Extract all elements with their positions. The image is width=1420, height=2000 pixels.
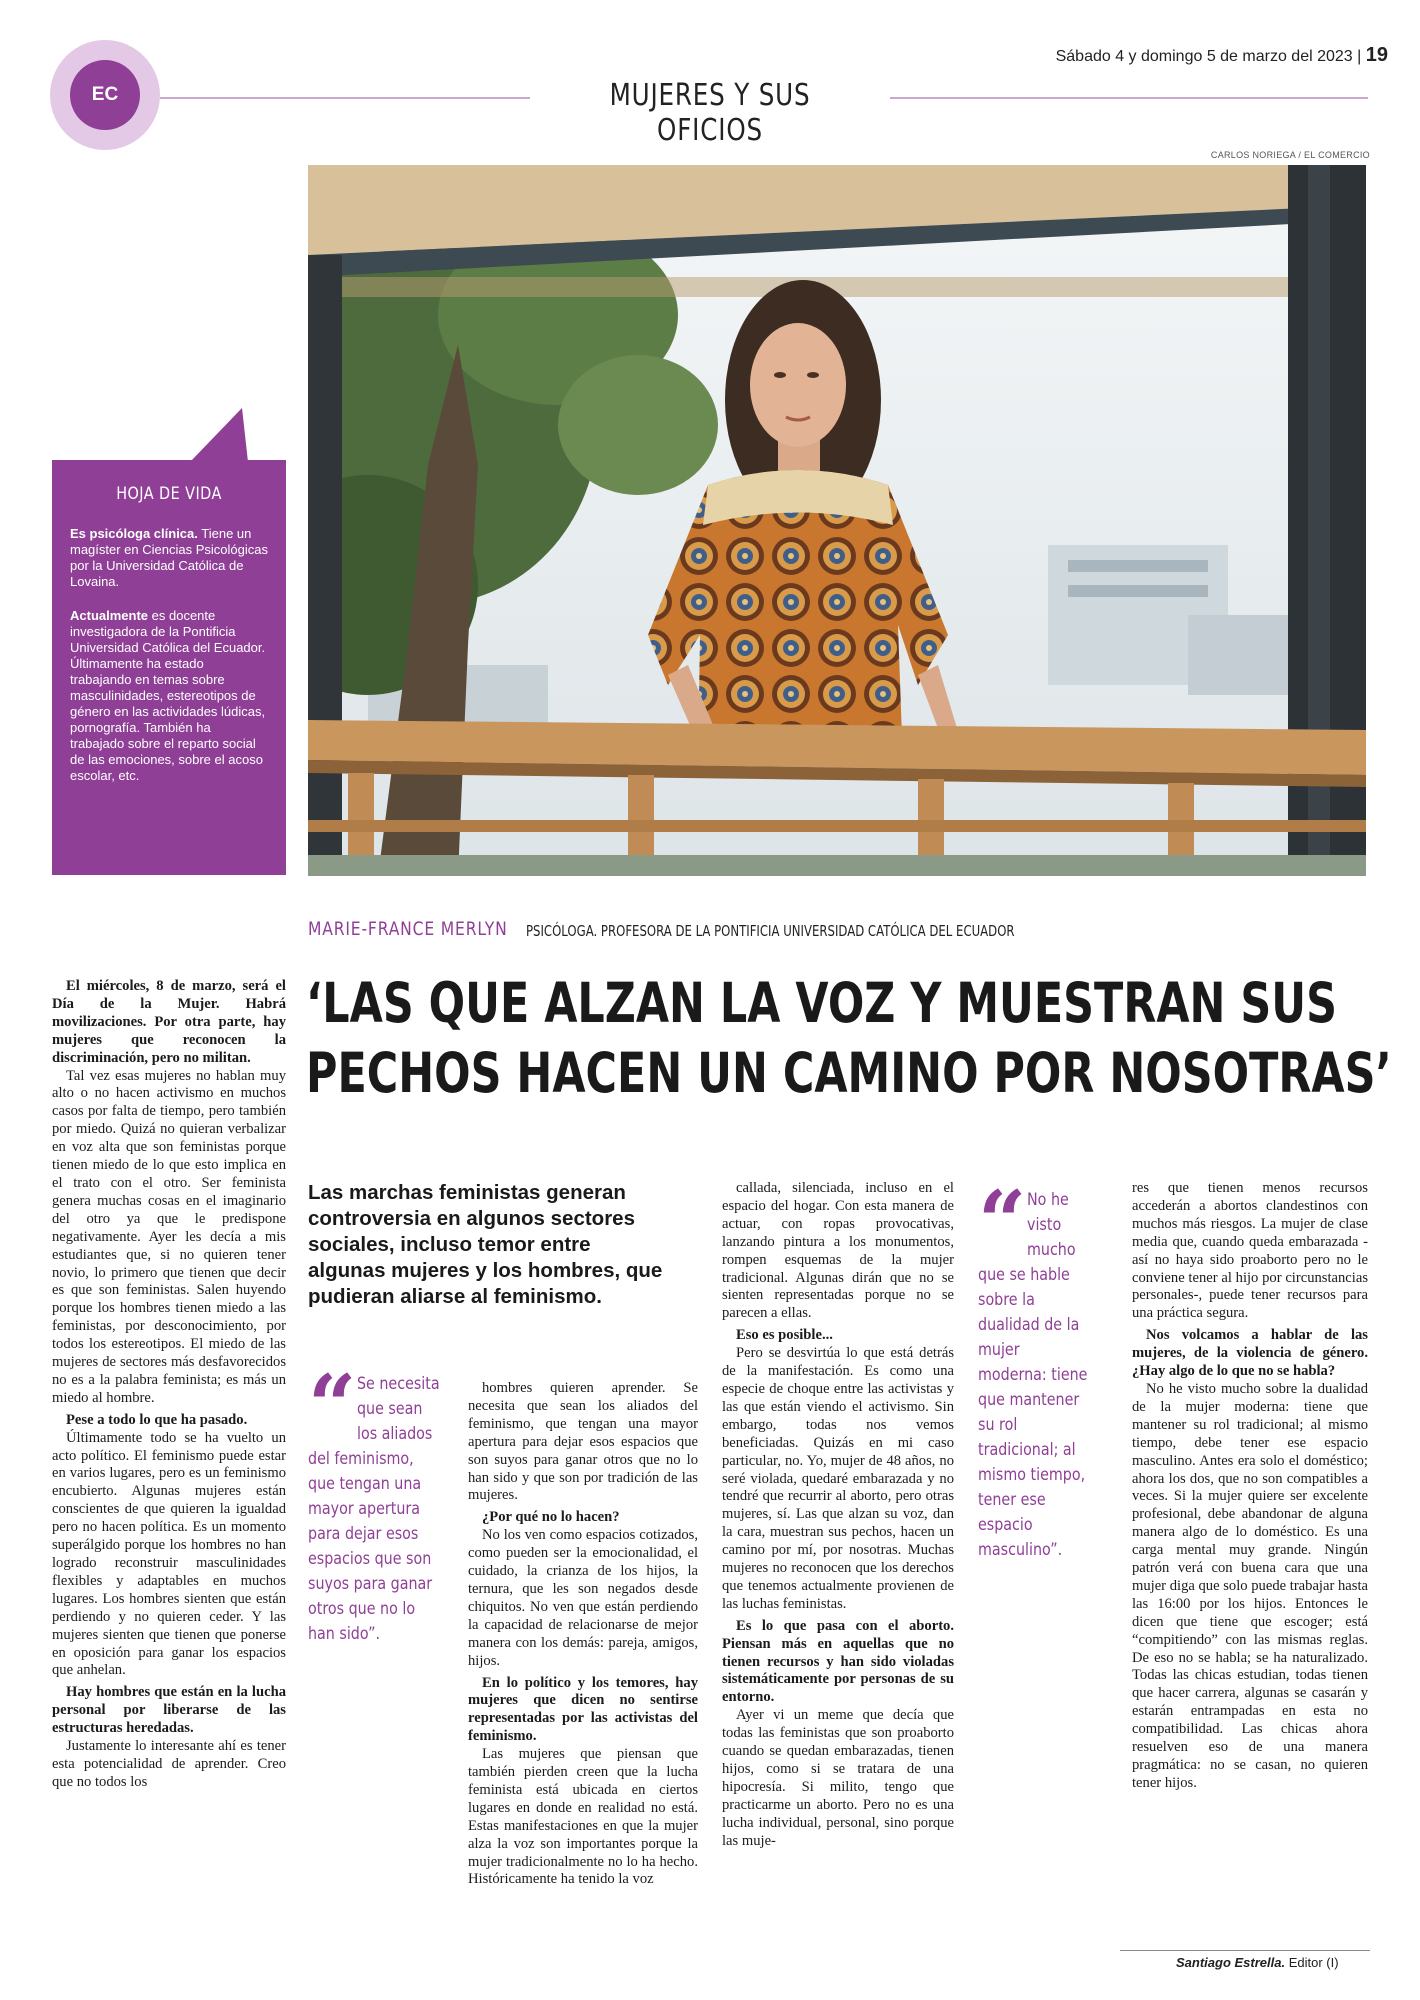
body-paragraph: hombres quieren aprender. Se necesita que sean los aliados del feminismo, que tengan una mayor apertura para dejar esos espacios que son suyos para ganar otros que no lo han sido y que son por tradición de las mujeres. bbox=[468, 1380, 698, 1504]
header-rule-right bbox=[890, 97, 1368, 99]
body-paragraph: res que tienen menos recursos accederán a abortos clandestinos con muchos más riesgos. La mujer de clase media que, cuando queda embarazada -así no haya sido proaborto pero no le conviene tener al hijo por circunstancias personales-, puede tener recursos para una práctica segura. bbox=[1132, 1180, 1368, 1322]
interview-question: Nos volcamos a hablar de las mujeres, de la violencia de género. ¿Hay algo de lo que no se habla? bbox=[1132, 1327, 1368, 1380]
quote-mark-icon: “ bbox=[978, 1172, 1027, 1271]
column-3 bbox=[722, 1180, 954, 1851]
interview-question: ¿Por qué no lo hacen? bbox=[482, 1509, 620, 1526]
body-paragraph: callada, silenciada, incluso en el espacio del hogar. Con esta manera de actuar, con ropas provocativas, lanzando pintura a los monumentos, rompen esquemas de la mujer tradicional. Algunas dirán que no se sienten representadas porque no se parecen a ellas. bbox=[722, 1180, 954, 1322]
hoja-de-vida-paragraph-2: Actualmente es docente investigadora de la Pontificia Universidad Católica del Ecuador. Últimamente ha estado trabajando en temas sobre masculinidades, estereotipos de género en las actividades lúdicas, pornografía. También ha trabajado sobre el reparto social de las emociones, sobre el acoso escolar, etc. bbox=[70, 608, 266, 783]
header-rule-left bbox=[160, 97, 530, 99]
signature-rule bbox=[1120, 1950, 1370, 1951]
interview-question: Pese a todo lo que ha pasado. bbox=[66, 1411, 248, 1428]
pull-quote-1 bbox=[308, 1356, 468, 1647]
body-paragraph: Ayer vi un meme que decía que todas las feministas que son proaborto cuando se quedan embarazadas, tienen hijos, como si se tratara de una hipocresía. Si milito, tengo que practicarme un aborto. Pero no es una lucha individual, personal, sino porque las muje- bbox=[722, 1707, 954, 1849]
issue-date: Sábado 4 y domingo 5 de marzo del 2023 | bbox=[1055, 48, 1362, 65]
interview-question: Eso es posible... bbox=[736, 1327, 833, 1344]
column-4 bbox=[1132, 1180, 1368, 1793]
lead-paragraph: El miércoles, 8 de marzo, será el Día de la Mujer. Habrá movilizaciones. Por otra parte, hay mujeres que reconocen la discriminación, pero no militan. bbox=[52, 978, 286, 1066]
interview-question: En lo político y los temores, hay mujeres que dicen no sentirse representadas por las activistas del feminismo. bbox=[468, 1674, 698, 1745]
editor-role: Editor (I) bbox=[1288, 1955, 1339, 1970]
column-2 bbox=[468, 1380, 698, 1889]
headline-line-2: PECHOS HACEN UN CAMINO POR NOSOTRAS’ bbox=[306, 1041, 1392, 1105]
body-paragraph: Las mujeres que piensan que también pierden creen que la lucha feminista está ubicada en ciertos lugares en donde en realidad no está. Estas manifestaciones en que la mujer alza la voz son importantes porque la mujer tradicionalmente no lo ha hecho. Históricamente ha tenido la voz bbox=[468, 1746, 698, 1888]
section-title: MUJERES Y SUS OFICIOS bbox=[609, 78, 811, 148]
editor-signature bbox=[1176, 1955, 1339, 1970]
body-paragraph: Pero se desvirtúa lo que está detrás de la manifestación. Es como una especie de choque entre las activistas y las que están viendo el activismo. Sin embargo, todas nos vemos beneficiadas. Quizás en mi caso particular, no. Yo, mujer de 48 años, no seré violada, quedaré embarazada y no tendré que recurrir al aborto, pero otras mujeres, sí. Las que alzan su voz, dan la cara, muestran sus pechos, hacen un camino por mí, por nosotras. Muchas mujeres no reconocen que los derechos que tenemos actualmente provienen de las luchas feministas. bbox=[722, 1345, 954, 1612]
body-paragraph: Tal vez esas mujeres no hablan muy alto o no hacen activismo en muchos casos por falta de tiempo, pero también por miedo. Quizá no quieran verbalizar en voz alta que son feministas porque tienen miedo de lo que esto implica en el trato con el otro. Ser feminista genera muchas cosas en el imaginario del otro ya que le predispone negativamente. Ayer les decía a mis estudiantes que, si no quieren tener novio, lo primero que tienen que decir es que son feministas. Salen huyendo porque los hombres tienen miedo a las feministas, por desconocimiento, por todos los estereotipos. El miedo de las mujeres de sectores más desfavorecidos no es a la palabra feminista; es más un miedo al hombre. bbox=[52, 1067, 286, 1406]
article-deck: Las marchas feministas generan controversia en algunos sectores sociales, incluso temor entre algunas mujeres y los hombres, que pudieran aliarse al feminismo. bbox=[308, 1181, 663, 1308]
interview-question: Es lo que pasa con el aborto. Piensan más en aquellas que no tienen recursos y han sido violadas sistemáticamente por personas de su entorno. bbox=[722, 1617, 954, 1706]
date-line bbox=[1056, 44, 1388, 67]
pull-quote-text: No he visto mucho que se hable sobre la dualidad de la mujer moderna: tiene que mantener su rol tradicional; al mismo tiempo, tener ese espacio masculino”. bbox=[978, 1190, 1088, 1560]
body-paragraph: Últimamente todo se ha vuelto un acto político. El feminismo puede estar en varios lugares, pero es un feminismo encubierto. Algunas mujeres están conscientes de que quieren la igualdad pero no hacen política. Es un momento superálgido porque los hombres no han logrado reconstruir masculinidades flexibles y adaptables en muchos lugares. Los hombres sienten que están perdiendo y no quieren ceder. Y las mujeres sienten que tienen que ponerse en oposición para ganar los espacios que anhelan. bbox=[52, 1429, 286, 1679]
section-badge: EC bbox=[70, 60, 140, 130]
editor-name: Santiago Estrella. bbox=[1176, 1955, 1286, 1970]
hoja-de-vida-pointer bbox=[190, 408, 250, 462]
interview-question: Hay hombres que están en la lucha personal por liberarse de las estructuras heredadas. bbox=[52, 1684, 286, 1737]
page-number: 19 bbox=[1365, 44, 1388, 66]
pull-quote-2 bbox=[978, 1172, 1114, 1563]
pull-quote-text: Se necesita que sean los aliados del feminismo, que tengan una mayor apertura para dejar esos espacios que son suyos para ganar otros que no lo han sido”. bbox=[308, 1374, 440, 1644]
hoja-de-vida-paragraph-1: Es psicóloga clínica. Tiene un magíster en Ciencias Psicológicas por la Universidad Católica de Lovaina. bbox=[70, 526, 268, 589]
column-1 bbox=[52, 978, 286, 1792]
headline-line-1: ‘LAS QUE ALZAN LA VOZ Y MUESTRAN SUS bbox=[306, 971, 1338, 1035]
body-paragraph: No los ven como espacios cotizados, como pueden ser la emocionalidad, el cuidado, la crianza de los hijos, la ternura, que les son negados desde chiquitos. No ven que están perdiendo la capacidad de relacionarse de mejor manera con los demás: pareja, amigos, hijos. bbox=[468, 1527, 698, 1669]
headline bbox=[306, 968, 1392, 1108]
interviewee-name: MARIE-FRANCE MERLYN bbox=[308, 918, 508, 940]
quote-mark-icon: “ bbox=[308, 1356, 357, 1455]
hoja-de-vida-title: HOJA DE VIDA bbox=[116, 484, 222, 504]
photo-credit: CARLOS NORIEGA / EL COMERCIO bbox=[1210, 150, 1370, 160]
interviewee-role: PSICÓLOGA. PROFESORA DE LA PONTIFICIA UNIVERSIDAD CATÓLICA DEL ECUADOR bbox=[526, 922, 1015, 940]
body-paragraph: Justamente lo interesante ahí es tener esta potencialidad de aprender. Creo que no todos los bbox=[52, 1738, 286, 1790]
portrait-photo bbox=[308, 165, 1366, 876]
body-paragraph: No he visto mucho sobre la dualidad de la mujer moderna: tiene que mantener su rol tradicional; al mismo tiempo, debe tener ese espacio masculino. Antes era solo el doméstico; ahora los dos, que no son compatibles a veces. Si la mujer quiere ser excelente profesional, debe abandonar de alguna manera algo de lo doméstico. Es una carga mental muy grande. Ningún patrón verá con buena cara que una mujer diga que solo puede trabajar hasta las 16:00 por los hijos. Entonces le dicen que tiene que escoger; está “compitiendo” con las mismas reglas. De eso no se habla; se ha naturalizado. Todas las chicas estudian, todas tienen que hacer carrera, algunas se casarán y estarán entrampadas en esta no compatibilidad. Las chicas ahora resuelven eso de una manera pragmática: no se casan, no quieren tener hijos. bbox=[1132, 1380, 1368, 1791]
hoja-de-vida-box bbox=[52, 460, 286, 875]
